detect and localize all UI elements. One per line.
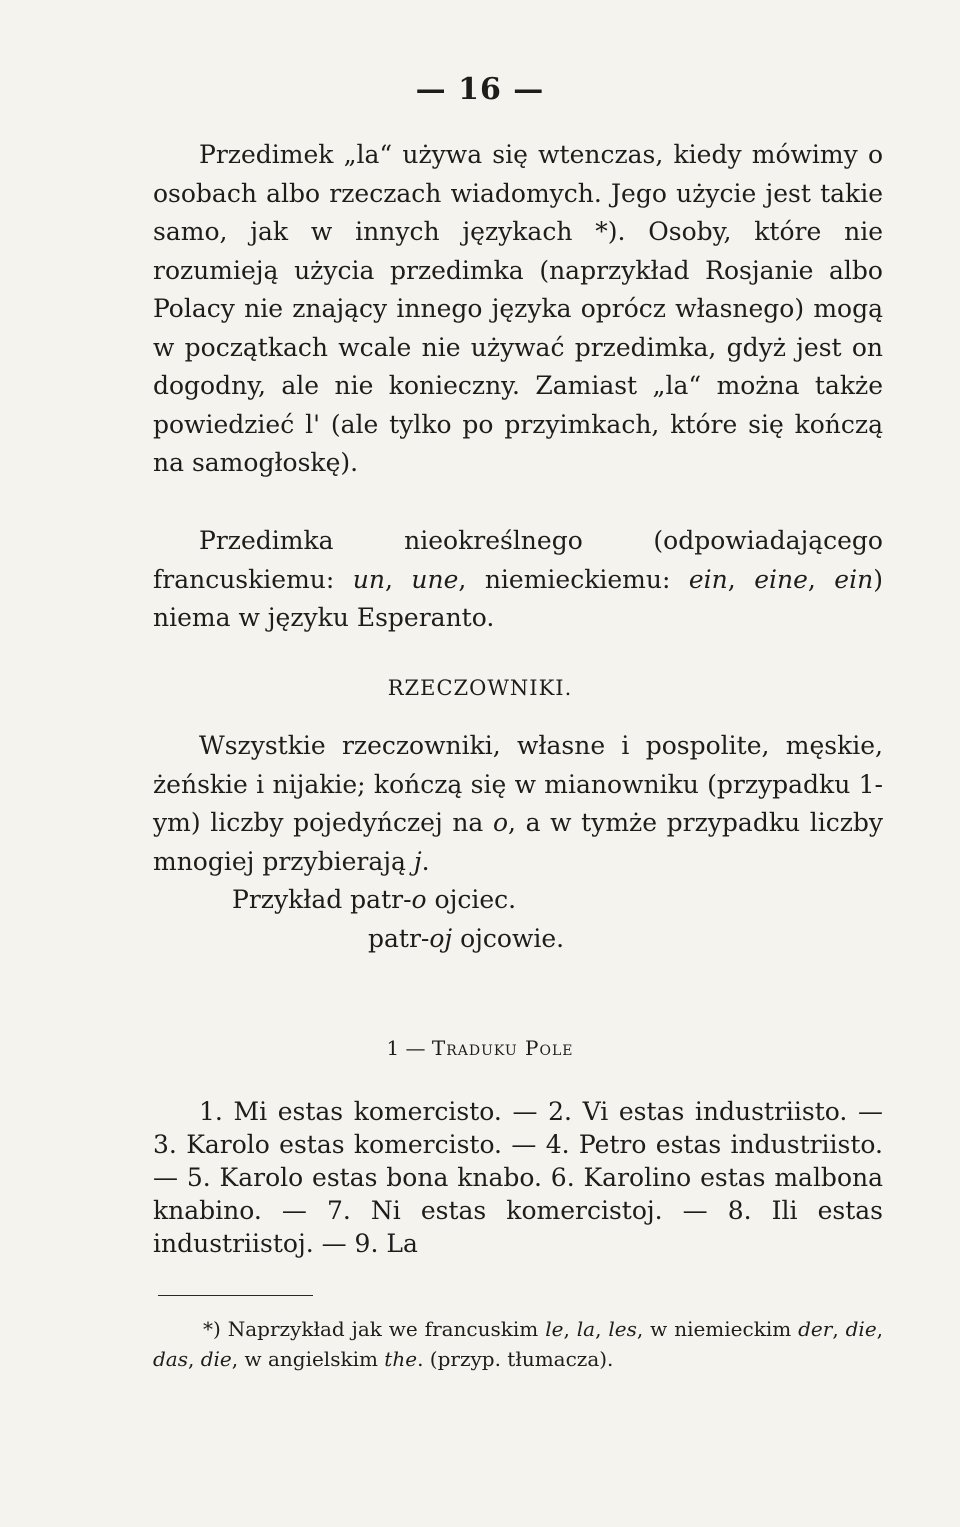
italic-word: the	[384, 1347, 418, 1371]
page-number: — 16 —	[415, 72, 545, 107]
footnote	[153, 1314, 883, 1374]
italic-letter: j	[413, 846, 422, 876]
text-run: ,	[188, 1347, 201, 1371]
lesson-number: 1 —	[386, 1036, 432, 1060]
text-run: , w angielskim	[231, 1347, 385, 1371]
article-paragraph-3	[153, 727, 883, 881]
text-run: Wszystkie rzeczowniki, własne i pospolite, męskie, żeńskie i nijakie; kończą się w mianowniku (przypadku 1-ym) liczby pojedyńczej na	[153, 731, 883, 837]
italic-word: ein	[688, 564, 728, 594]
footnote-rule	[158, 1295, 313, 1296]
example-prefix: patr-	[368, 924, 430, 953]
example-ending: o	[411, 885, 427, 914]
text-run: , w niemieckim	[636, 1317, 799, 1341]
italic-word: die	[845, 1317, 877, 1341]
footnote-text	[153, 1314, 883, 1374]
text-run: ,	[384, 564, 412, 594]
example-label: Przykład patr-	[232, 885, 412, 914]
italic-word: une	[411, 564, 459, 594]
text-run: ,	[832, 1317, 846, 1341]
section-heading: RZECZOWNIKI.	[387, 676, 573, 700]
italic-word: das	[153, 1347, 188, 1371]
example-gloss: ojcowie.	[452, 924, 565, 953]
paragraph-text	[153, 522, 883, 638]
italic-word: der	[798, 1317, 833, 1341]
text-run: ,	[876, 1317, 884, 1341]
text-run: , niemieckiemu:	[458, 564, 689, 594]
paragraph-text: Przedimek „la“ używa się wtenczas, kiedy mówimy o osobach albo rzeczach wiadomych. Jego użycie jest takie samo, jak w innych językach *). Osoby, które nie rozumieją użycia przedimka (naprzykład Rosjanie albo Polacy nie znający innego języka oprócz własnego) mogą w początkach wcale nie używać przedimka, gdyż jest on dogodny, ale nie konieczny. Zamiast „la“ można także powiedzieć l' (ale tylko po przyimkach, które się kończą na samogłoskę).	[153, 140, 883, 477]
text-run: ,	[563, 1317, 577, 1341]
text-run: .	[421, 846, 430, 876]
paragraph-text	[153, 727, 883, 881]
italic-letter: o	[492, 808, 509, 837]
exercise-block	[153, 1095, 883, 1260]
article-paragraph-1	[153, 136, 883, 483]
text-run: ) niema w języku Esperanto.	[153, 564, 883, 632]
text-run: . (przyp. tłumacza).	[417, 1347, 614, 1371]
italic-word: un	[352, 564, 385, 594]
text-run: , a w tymże przypadku liczby mnogiej przybierają	[153, 808, 883, 876]
lesson-heading	[0, 1036, 960, 1060]
example-ending: oj	[429, 924, 453, 953]
lesson-title: Traduku Pole	[431, 1036, 574, 1060]
example-line-1	[232, 885, 516, 914]
article-paragraph-2	[153, 522, 883, 638]
text-run: ,	[727, 564, 755, 594]
example-gloss: ojciec.	[426, 885, 517, 914]
italic-word: la	[576, 1317, 596, 1341]
text-run: *) Naprzykład jak we francuskim	[203, 1317, 546, 1341]
italic-word: die	[200, 1347, 232, 1371]
exercise-text: 1. Mi estas komercisto. — 2. Vi estas industriisto. — 3. Karolo estas komercisto. — 4. Petro estas industriisto. — 5. Karolo estas bona knabo. 6. Karolino estas malbona knabino. — 7. Ni estas komercistoj. — 8. Ili estas industriistoj. — 9. La	[153, 1097, 883, 1258]
italic-word: le	[545, 1317, 564, 1341]
text-run: ,	[807, 564, 835, 594]
example-line-2	[368, 924, 564, 953]
italic-word: ein	[834, 564, 874, 594]
italic-word: eine	[754, 564, 808, 594]
italic-word: les	[608, 1317, 637, 1341]
text-run: Przedimka nieokreślnego (odpowiadającego francuskiemu:	[153, 526, 883, 594]
text-run: ,	[595, 1317, 609, 1341]
